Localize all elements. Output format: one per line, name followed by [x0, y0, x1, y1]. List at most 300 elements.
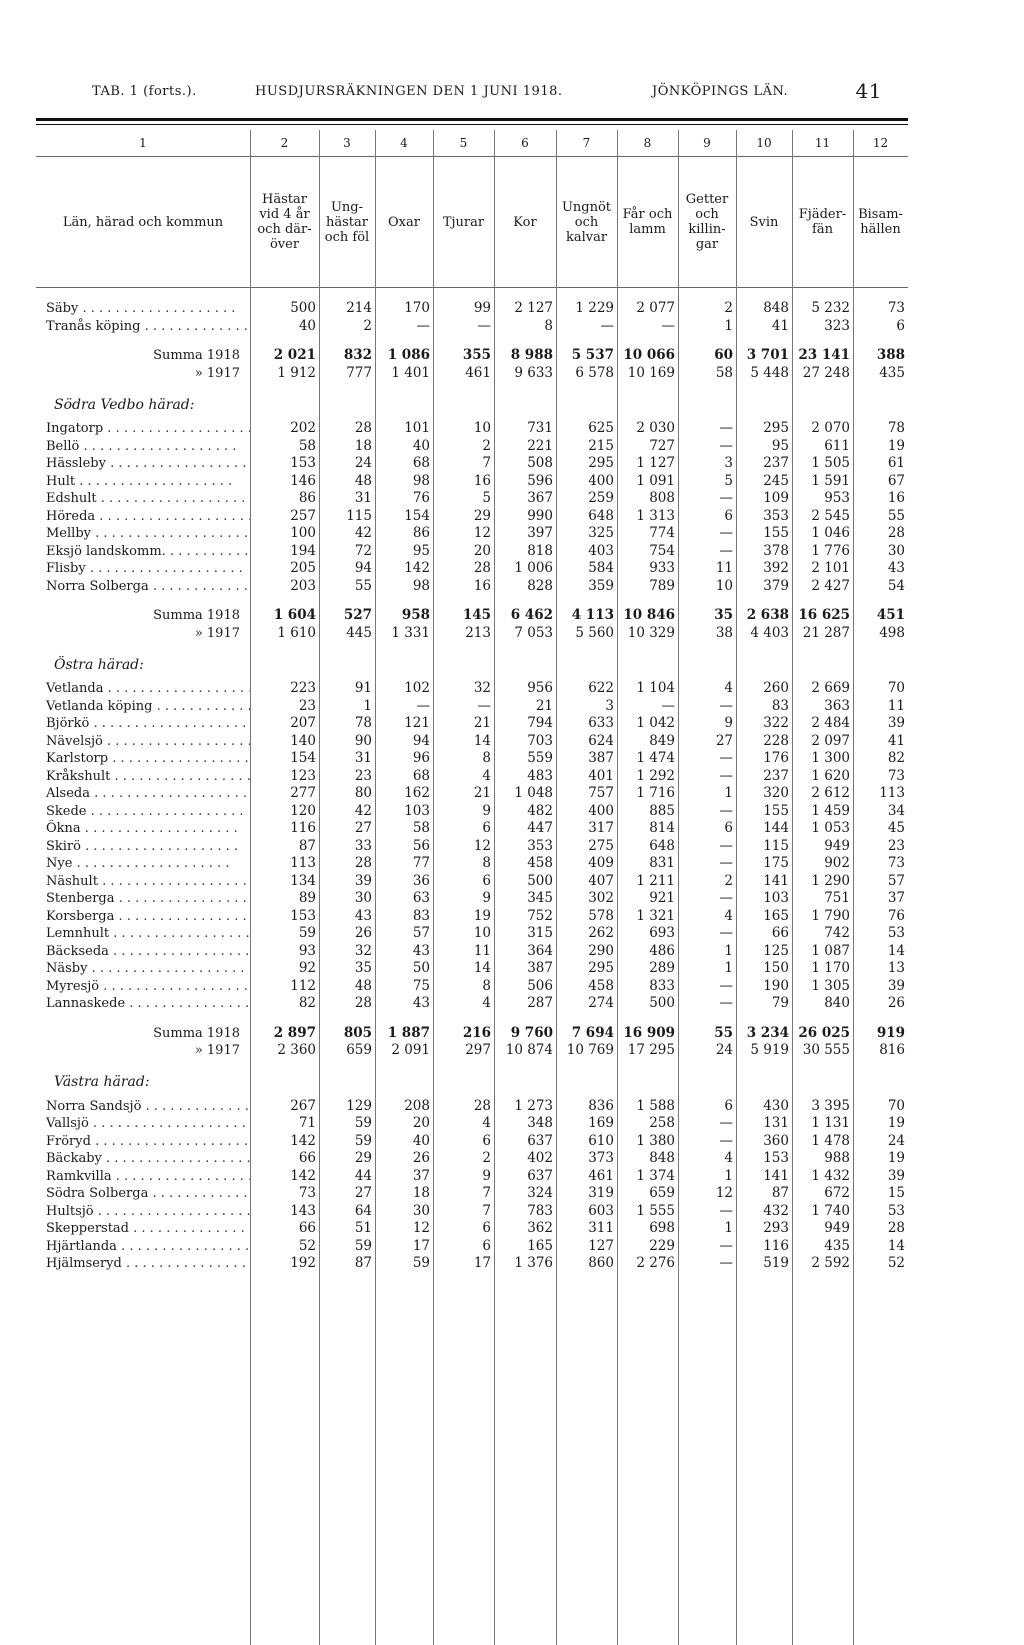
cell-value: 3: [605, 697, 614, 714]
summary-value: 9 633: [514, 364, 553, 381]
cell-value: 30: [354, 890, 372, 906]
cell-value: 50: [412, 960, 430, 976]
cell-value: 353: [527, 837, 553, 854]
cell-value: 1 374: [636, 1167, 675, 1184]
cell-value: 19: [887, 1150, 905, 1166]
cell-value: —: [719, 977, 733, 994]
row-label: Nävelsjö . . .: [36, 733, 250, 751]
cell-value: 624: [588, 732, 614, 749]
cell-value: 94: [354, 560, 372, 576]
cell-value: 80: [354, 785, 372, 801]
cell-value: 134: [290, 872, 316, 889]
cell-value: 223: [290, 680, 316, 696]
cell-value: 432: [763, 1202, 789, 1219]
cell-value: 401: [588, 767, 614, 784]
cell-value: 727: [649, 437, 675, 454]
row-label: Ingatorp . . .: [36, 420, 250, 438]
cell-value: 215: [588, 437, 614, 454]
cell-value: 260: [763, 680, 789, 696]
cell-value: 387: [588, 750, 614, 766]
table-row: [36, 943, 908, 961]
row-label: Mellby . . .: [36, 525, 250, 543]
cell-value: 237: [763, 767, 789, 784]
cell-value: 19: [887, 437, 905, 454]
cell-value: 26: [354, 925, 372, 941]
table-row: [36, 960, 908, 978]
summary-value: 2 021: [273, 347, 316, 363]
cell-value: —: [719, 1237, 733, 1254]
cell-value: —: [719, 1255, 733, 1271]
cell-value: 30: [412, 1202, 430, 1219]
summary-row: [36, 365, 908, 383]
cell-value: 57: [412, 925, 430, 941]
summary-value: 4 403: [750, 624, 789, 641]
cell-value: 95: [412, 542, 430, 559]
summary-value: 1 912: [277, 364, 316, 381]
cell-value: 19: [887, 1115, 905, 1131]
cell-value: 103: [763, 890, 789, 906]
cell-value: 578: [588, 907, 614, 924]
table-row: [36, 750, 908, 768]
cell-value: 322: [763, 715, 789, 731]
cell-value: 229: [649, 1237, 675, 1254]
spacer-row: [36, 595, 908, 607]
cell-value: 102: [404, 680, 430, 696]
cell-value: 37: [887, 890, 905, 906]
cell-value: 51: [354, 1220, 372, 1236]
cell-value: 1 273: [514, 1097, 553, 1114]
summary-value: 10 066: [623, 347, 675, 363]
cell-value: 703: [527, 732, 553, 749]
cell-value: 988: [824, 1150, 850, 1166]
cell-value: 120: [290, 802, 316, 819]
cell-value: 648: [588, 507, 614, 524]
summary-value: 213: [465, 624, 491, 641]
cell-value: 113: [879, 785, 905, 801]
cell-value: 794: [527, 715, 553, 731]
cell-value: —: [719, 802, 733, 819]
table-row: [36, 318, 908, 336]
cell-value: 29: [354, 1150, 372, 1166]
column-rule: [556, 130, 557, 1645]
cell-value: 27: [354, 820, 372, 836]
cell-value: 7: [482, 1202, 491, 1219]
cell-value: 4: [482, 995, 491, 1011]
cell-value: 6: [482, 1220, 491, 1236]
summary-value: 958: [401, 607, 430, 623]
cell-value: 77: [412, 855, 430, 871]
cell-value: 633: [588, 715, 614, 731]
cell-value: 34: [887, 802, 905, 819]
cell-value: 192: [290, 1255, 316, 1271]
row-label: Hult . . .: [36, 473, 250, 491]
cell-value: 1: [724, 942, 733, 959]
row-label: Ökna . . .: [36, 820, 250, 838]
cell-value: 1: [724, 785, 733, 801]
cell-value: 36: [412, 872, 430, 889]
cell-value: 86: [412, 525, 430, 541]
table-row: [36, 1185, 908, 1203]
cell-value: 194: [290, 542, 316, 559]
cell-value: 6: [482, 872, 491, 889]
summary-value: 297: [465, 1042, 491, 1058]
cell-value: 87: [354, 1255, 372, 1271]
cell-value: 3: [724, 455, 733, 471]
cell-value: 789: [649, 577, 675, 594]
cell-value: 41: [887, 732, 905, 749]
cell-value: —: [719, 837, 733, 854]
cell-value: 360: [763, 1132, 789, 1149]
cell-value: 125: [763, 942, 789, 959]
table-row: [36, 578, 908, 596]
table-row: [36, 908, 908, 926]
summary-value: 2 360: [277, 1042, 316, 1058]
table-row: [36, 733, 908, 751]
cell-value: 39: [887, 1167, 905, 1184]
cell-value: —: [719, 1115, 733, 1131]
cell-value: 165: [763, 907, 789, 924]
cell-value: 112: [290, 977, 316, 994]
cell-value: 28: [354, 995, 372, 1011]
cell-value: 397: [527, 525, 553, 541]
row-label: Stenberga . . .: [36, 890, 250, 908]
cell-value: 59: [298, 925, 316, 941]
table-row: [36, 995, 908, 1013]
row-label: Myresjö . . .: [36, 978, 250, 996]
table-row: [36, 1255, 908, 1273]
cell-value: 45: [887, 820, 905, 836]
cell-value: 7: [482, 1185, 491, 1201]
cell-value: 18: [412, 1185, 430, 1201]
cell-value: 2 592: [811, 1255, 850, 1271]
column-header: Bisamhällen: [853, 157, 908, 288]
row-label: Korsberga . . .: [36, 908, 250, 926]
cell-value: 6: [482, 1237, 491, 1254]
cell-value: 2 030: [636, 420, 675, 436]
summary-value: 6 578: [575, 364, 614, 381]
cell-value: 274: [588, 995, 614, 1011]
cell-value: 2: [482, 1150, 491, 1166]
column-header: Oxar: [375, 157, 433, 288]
cell-value: 109: [763, 490, 789, 506]
cell-value: 68: [412, 455, 430, 471]
summary-label: Summa 1918: [153, 348, 240, 363]
cell-value: 287: [527, 995, 553, 1011]
cell-value: 258: [649, 1115, 675, 1131]
table-row: [36, 978, 908, 996]
cell-value: 73: [887, 767, 905, 784]
cell-value: 44: [354, 1167, 372, 1184]
cell-value: 435: [824, 1237, 850, 1254]
cell-value: 990: [527, 507, 553, 524]
summary-row: [36, 1025, 908, 1043]
cell-value: 1 292: [636, 767, 675, 784]
summary-value: 498: [879, 624, 905, 641]
cell-value: 10: [473, 420, 491, 436]
section-heading-row: [36, 382, 908, 420]
column-number: 7: [556, 130, 617, 157]
cell-value: 9: [482, 890, 491, 906]
table-row: [36, 680, 908, 698]
cell-value: 43: [412, 995, 430, 1011]
row-label: Edshult . . .: [36, 490, 250, 508]
cell-value: 902: [824, 855, 850, 871]
cell-value: 622: [588, 680, 614, 696]
row-label: Näsby . . .: [36, 960, 250, 978]
cell-value: 11: [473, 942, 491, 959]
table-row: [36, 1098, 908, 1116]
cell-value: 1 380: [636, 1132, 675, 1149]
summary-value: 5 537: [571, 347, 614, 363]
cell-value: 20: [412, 1115, 430, 1131]
cell-value: 12: [412, 1220, 430, 1236]
summary-value: 445: [346, 624, 372, 641]
summary-value: 3 701: [746, 347, 789, 363]
row-label: Höreda . . .: [36, 508, 250, 526]
row-label: Hjärtlanda . . .: [36, 1238, 250, 1256]
cell-value: 860: [588, 1255, 614, 1271]
cell-value: 63: [412, 890, 430, 906]
cell-value: 1 006: [514, 560, 553, 576]
cell-value: 66: [298, 1150, 316, 1166]
cell-value: 68: [412, 767, 430, 784]
cell-value: 142: [290, 1132, 316, 1149]
cell-value: 129: [346, 1097, 372, 1114]
cell-value: 59: [354, 1237, 372, 1254]
cell-value: 295: [588, 960, 614, 976]
cell-value: 169: [588, 1115, 614, 1131]
cell-value: —: [719, 697, 733, 714]
summary-value: 23 141: [798, 347, 850, 363]
row-label: Skede . . .: [36, 803, 250, 821]
cell-value: 4: [482, 767, 491, 784]
summary-value: 3 234: [746, 1024, 789, 1041]
cell-value: 8: [544, 317, 553, 334]
cell-value: 5 232: [811, 300, 850, 316]
cell-value: 5: [724, 472, 733, 489]
summary-value: 4 113: [571, 607, 614, 623]
summary-value: 805: [343, 1024, 372, 1041]
cell-value: 1 229: [575, 300, 614, 316]
column-number: 12: [853, 130, 908, 157]
cell-value: 87: [771, 1185, 789, 1201]
cell-value: 28: [887, 1220, 905, 1236]
summary-value: 355: [462, 347, 491, 363]
cell-value: 52: [887, 1255, 905, 1271]
table-row: [36, 838, 908, 856]
cell-value: 625: [588, 420, 614, 436]
cell-value: 76: [887, 907, 905, 924]
cell-value: 1 376: [514, 1255, 553, 1271]
cell-value: 1: [724, 1220, 733, 1236]
cell-value: 4: [724, 680, 733, 696]
row-label: Lemnhult . . .: [36, 925, 250, 943]
summary-label: » 1917: [194, 365, 240, 381]
cell-value: 202: [290, 420, 316, 436]
cell-value: 82: [298, 995, 316, 1011]
cell-value: —: [719, 1132, 733, 1149]
cell-value: 90: [354, 732, 372, 749]
row-label: Vetlanda köping . . .: [36, 698, 250, 716]
cell-value: 1 716: [636, 785, 675, 801]
cell-value: 78: [354, 715, 372, 731]
cell-value: 1 740: [811, 1202, 850, 1219]
cell-value: 32: [473, 680, 491, 696]
row-label: Bäckaby . . .: [36, 1150, 250, 1168]
summary-value: 35: [714, 607, 733, 623]
summary-row: [36, 625, 908, 643]
column-number-row: [36, 130, 908, 157]
cell-value: 39: [887, 977, 905, 994]
cell-value: —: [477, 317, 491, 334]
cell-value: 12: [473, 525, 491, 541]
cell-value: 458: [527, 855, 553, 871]
cell-value: 672: [824, 1185, 850, 1201]
cell-value: 1 087: [811, 942, 850, 959]
cell-value: 18: [354, 437, 372, 454]
cell-value: —: [661, 317, 675, 334]
cell-value: 21: [535, 697, 553, 714]
cell-value: —: [719, 525, 733, 541]
cell-value: 483: [527, 767, 553, 784]
cell-value: 208: [404, 1097, 430, 1114]
cell-value: 6: [724, 507, 733, 524]
cell-value: 55: [887, 507, 905, 524]
cell-value: 400: [588, 472, 614, 489]
cell-value: 2 484: [811, 715, 850, 731]
summary-row: [36, 1042, 908, 1060]
cell-value: 95: [771, 437, 789, 454]
row-label: Näshult . . .: [36, 873, 250, 891]
column-number: 5: [433, 130, 494, 157]
cell-value: 1 588: [636, 1097, 675, 1114]
cell-value: 1 459: [811, 802, 850, 819]
row-label: Björkö . . .: [36, 715, 250, 733]
cell-value: 10: [473, 925, 491, 941]
summary-value: 55: [714, 1024, 733, 1041]
cell-value: 2: [724, 300, 733, 316]
cell-value: 115: [763, 837, 789, 854]
cell-value: 603: [588, 1202, 614, 1219]
cell-value: 259: [588, 490, 614, 506]
cell-value: 89: [298, 890, 316, 906]
table-row: [36, 1150, 908, 1168]
cell-value: 8: [482, 855, 491, 871]
cell-value: 17: [473, 1255, 491, 1271]
column-rule: [853, 130, 854, 1645]
cell-value: 214: [346, 300, 372, 316]
table-row: [36, 525, 908, 543]
table-body: [36, 288, 908, 1273]
cell-value: 559: [527, 750, 553, 766]
column-number: 10: [736, 130, 792, 157]
summary-value: 21 287: [802, 624, 850, 641]
cell-value: 33: [354, 837, 372, 854]
summary-value: 2 638: [746, 607, 789, 623]
cell-value: 116: [290, 820, 316, 836]
cell-value: 24: [354, 455, 372, 471]
cell-value: 40: [412, 437, 430, 454]
cell-value: 78: [887, 420, 905, 436]
summary-value: 1 887: [387, 1024, 430, 1041]
row-label: Skirö . . .: [36, 838, 250, 856]
section-title: Södra Vedbo härad:: [54, 396, 195, 413]
column-header: Svin: [736, 157, 792, 288]
row-label: Fröryd . . .: [36, 1133, 250, 1151]
row-label: Lannaskede . . .: [36, 995, 250, 1013]
row-label: Alseda . . .: [36, 785, 250, 803]
cell-value: 1 790: [811, 907, 850, 924]
cell-value: 1 505: [811, 455, 850, 471]
cell-value: 1 300: [811, 750, 850, 766]
cell-value: 2 276: [636, 1255, 675, 1271]
cell-value: 7: [482, 455, 491, 471]
cell-value: 70: [887, 1097, 905, 1114]
spacer-cell: [36, 288, 908, 301]
column-number: 8: [617, 130, 678, 157]
cell-value: 949: [824, 1220, 850, 1236]
section-heading-row: [36, 1060, 908, 1098]
cell-value: 506: [527, 977, 553, 994]
cell-value: 345: [527, 890, 553, 906]
summary-value: 1 086: [387, 347, 430, 363]
cell-value: —: [416, 317, 430, 334]
cell-value: 6: [724, 1097, 733, 1114]
cell-value: 659: [649, 1185, 675, 1201]
column-number: 3: [319, 130, 375, 157]
cell-value: 315: [527, 925, 553, 941]
cell-value: 363: [824, 697, 850, 714]
table-row: [36, 560, 908, 578]
cell-value: 500: [649, 995, 675, 1011]
row-label: Ramkvilla . . .: [36, 1168, 250, 1186]
cell-value: 28: [354, 855, 372, 871]
summary-value: 145: [462, 607, 491, 623]
column-rule: [678, 130, 679, 1645]
cell-value: 221: [527, 437, 553, 454]
cell-value: 165: [527, 1237, 553, 1254]
cell-value: 94: [412, 732, 430, 749]
cell-value: 403: [588, 542, 614, 559]
cell-value: 1 042: [636, 715, 675, 731]
summary-value: 10 329: [627, 624, 675, 641]
cell-value: 91: [354, 680, 372, 696]
cell-value: 757: [588, 785, 614, 801]
cell-value: 1: [724, 1167, 733, 1184]
cell-value: 67: [887, 472, 905, 489]
cell-value: 2 612: [811, 785, 850, 801]
cell-value: 353: [763, 507, 789, 524]
cell-value: 237: [763, 455, 789, 471]
column-rule: [494, 130, 495, 1645]
cell-value: 52: [298, 1237, 316, 1254]
table-row: [36, 420, 908, 438]
cell-value: 4: [482, 1115, 491, 1131]
cell-value: 12: [715, 1185, 733, 1201]
cell-value: 144: [763, 820, 789, 836]
cell-value: 56: [412, 837, 430, 854]
summary-value: 26 025: [798, 1024, 850, 1041]
cell-value: 1 591: [811, 472, 850, 489]
cell-value: 1: [363, 697, 372, 714]
page-number: 41: [855, 79, 882, 103]
column-rule: [617, 130, 618, 1645]
cell-value: 319: [588, 1185, 614, 1201]
table-row: [36, 855, 908, 873]
column-rule: [792, 130, 793, 1645]
cell-value: 71: [298, 1115, 316, 1131]
cell-value: 1 478: [811, 1132, 850, 1149]
